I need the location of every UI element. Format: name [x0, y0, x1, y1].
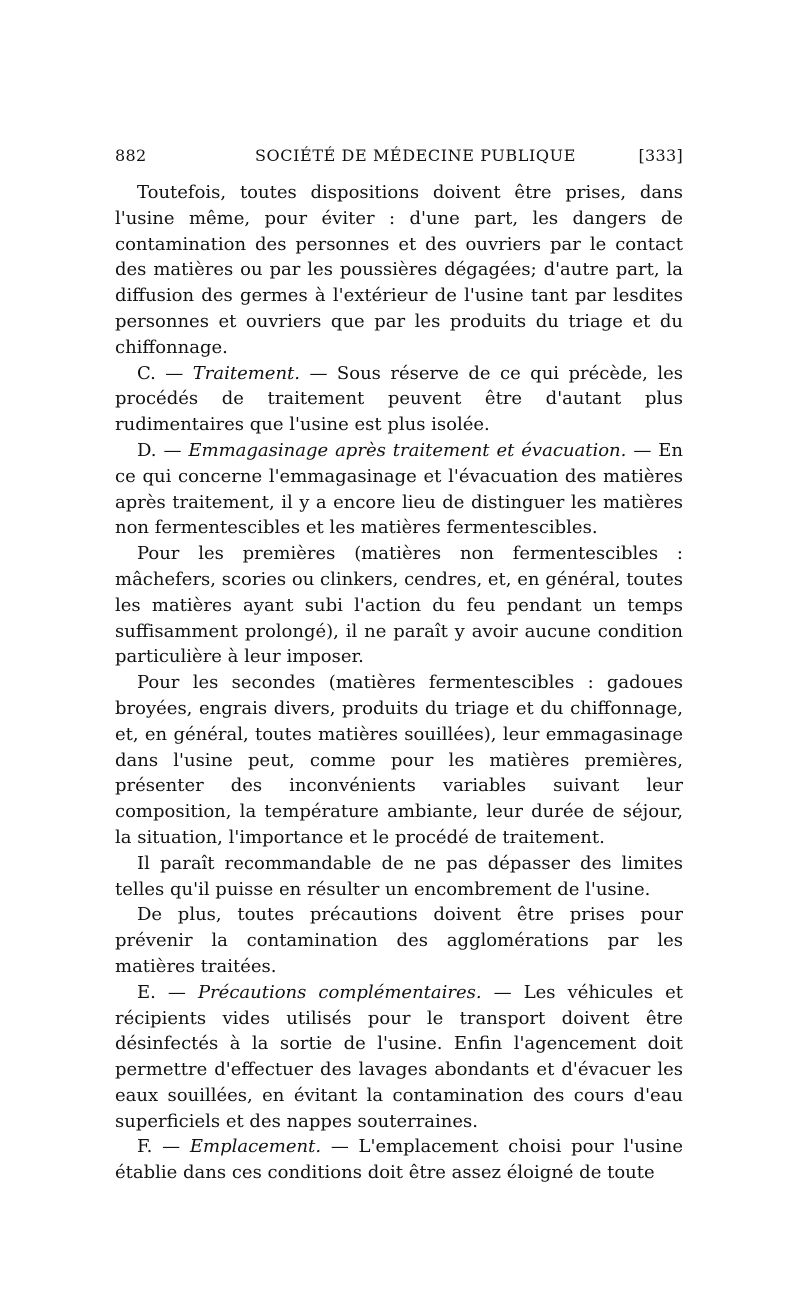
paragraph-premieres: Pour les premières (matières non fermentescibles : mâchefers, scories ou clinkers, cendres, et, en général, toutes les matières ayant subi l'action du feu pendant un temps suffisamment prolongé), il ne paraît y avoir aucune condition particulière à leur imposer. [115, 543, 683, 668]
section-c-heading: Traitement. [192, 362, 301, 384]
section-f-text: — L'emplacement choisi pour l'usine établie dans ces conditions doit être assez éloigné de toute [115, 1136, 683, 1184]
paragraph-secondes: Pour les secondes (matières fermentescibles : gadoues broyées, engrais divers, produits du triage et du chiffonnage, et, en général, toutes matières souillées), leur emmagasinage dans l'usine peut, comme pour les matières premières, présenter des inconvénients variables suivant leur composition, la température ambiante, leur durée de séjour, la situation, l'importance et le procédé de traitement. [115, 672, 683, 848]
section-d-heading: Emmagasinage après traitement et évacuation. [188, 439, 627, 461]
section-f-heading: Emplacement. [189, 1136, 322, 1158]
section-f [115, 1134, 683, 1186]
running-header [115, 146, 683, 170]
section-d-lead: D. — [137, 439, 189, 461]
section-e-text: — Les véhicules et récipients vides utilisés pour le transport doivent être désinfectés à la sortie de l'usine. Enfin l'agencement doit permettre d'effectuer des lavages abondants et d'évacuer les eaux souillées, en évitant la contamination des cours d'eau superficiels et des nappes souterraines. [115, 981, 684, 1132]
page-number: 882 [115, 146, 147, 165]
section-f-lead: F. — [137, 1136, 190, 1158]
paragraph-dispositions: Toutefois, toutes dispositions doivent être prises, dans l'usine même, pour éviter : d'une part, les dangers de contamination des personnes et des ouvriers par le contact des matières ou par les poussières dégagées; d'autre part, la diffusion des germes à l'extérieur de l'usine tant par lesdites personnes et ouvriers que par les produits du triage et du chiffonnage. [115, 182, 683, 358]
paragraph-limites: Il paraît recommandable de ne pas dépasser des limites telles qu'il puisse en résulter un encombrement de l'usine. [115, 852, 683, 900]
running-title: SOCIÉTÉ DE MÉDECINE PUBLIQUE [255, 146, 577, 165]
section-c [115, 361, 683, 438]
body-text [115, 180, 683, 1186]
page-reference: [333] [638, 146, 683, 165]
section-c-text: — Sous réserve de ce qui précède, les procédés de traitement peuvent être d'autant plus rudimentaires que l'usine est plus isolée. [115, 362, 683, 436]
section-e-lead: E. — [137, 981, 198, 1003]
section-d [115, 438, 683, 541]
section-d-text: — En ce qui concerne l'emmagasinage et l'évacuation des matières après traitement, il y a encore lieu de distinguer les matières non fermentescibles et les matières fermentescibles. [115, 439, 683, 539]
section-e-heading: Précautions complémentaires. [197, 981, 482, 1003]
section-c-lead: C. — [137, 362, 193, 384]
section-e [115, 980, 683, 1135]
paragraph-precautions: De plus, toutes précautions doivent être prises pour prévenir la contamination des agglomérations par les matières traitées. [115, 904, 683, 977]
